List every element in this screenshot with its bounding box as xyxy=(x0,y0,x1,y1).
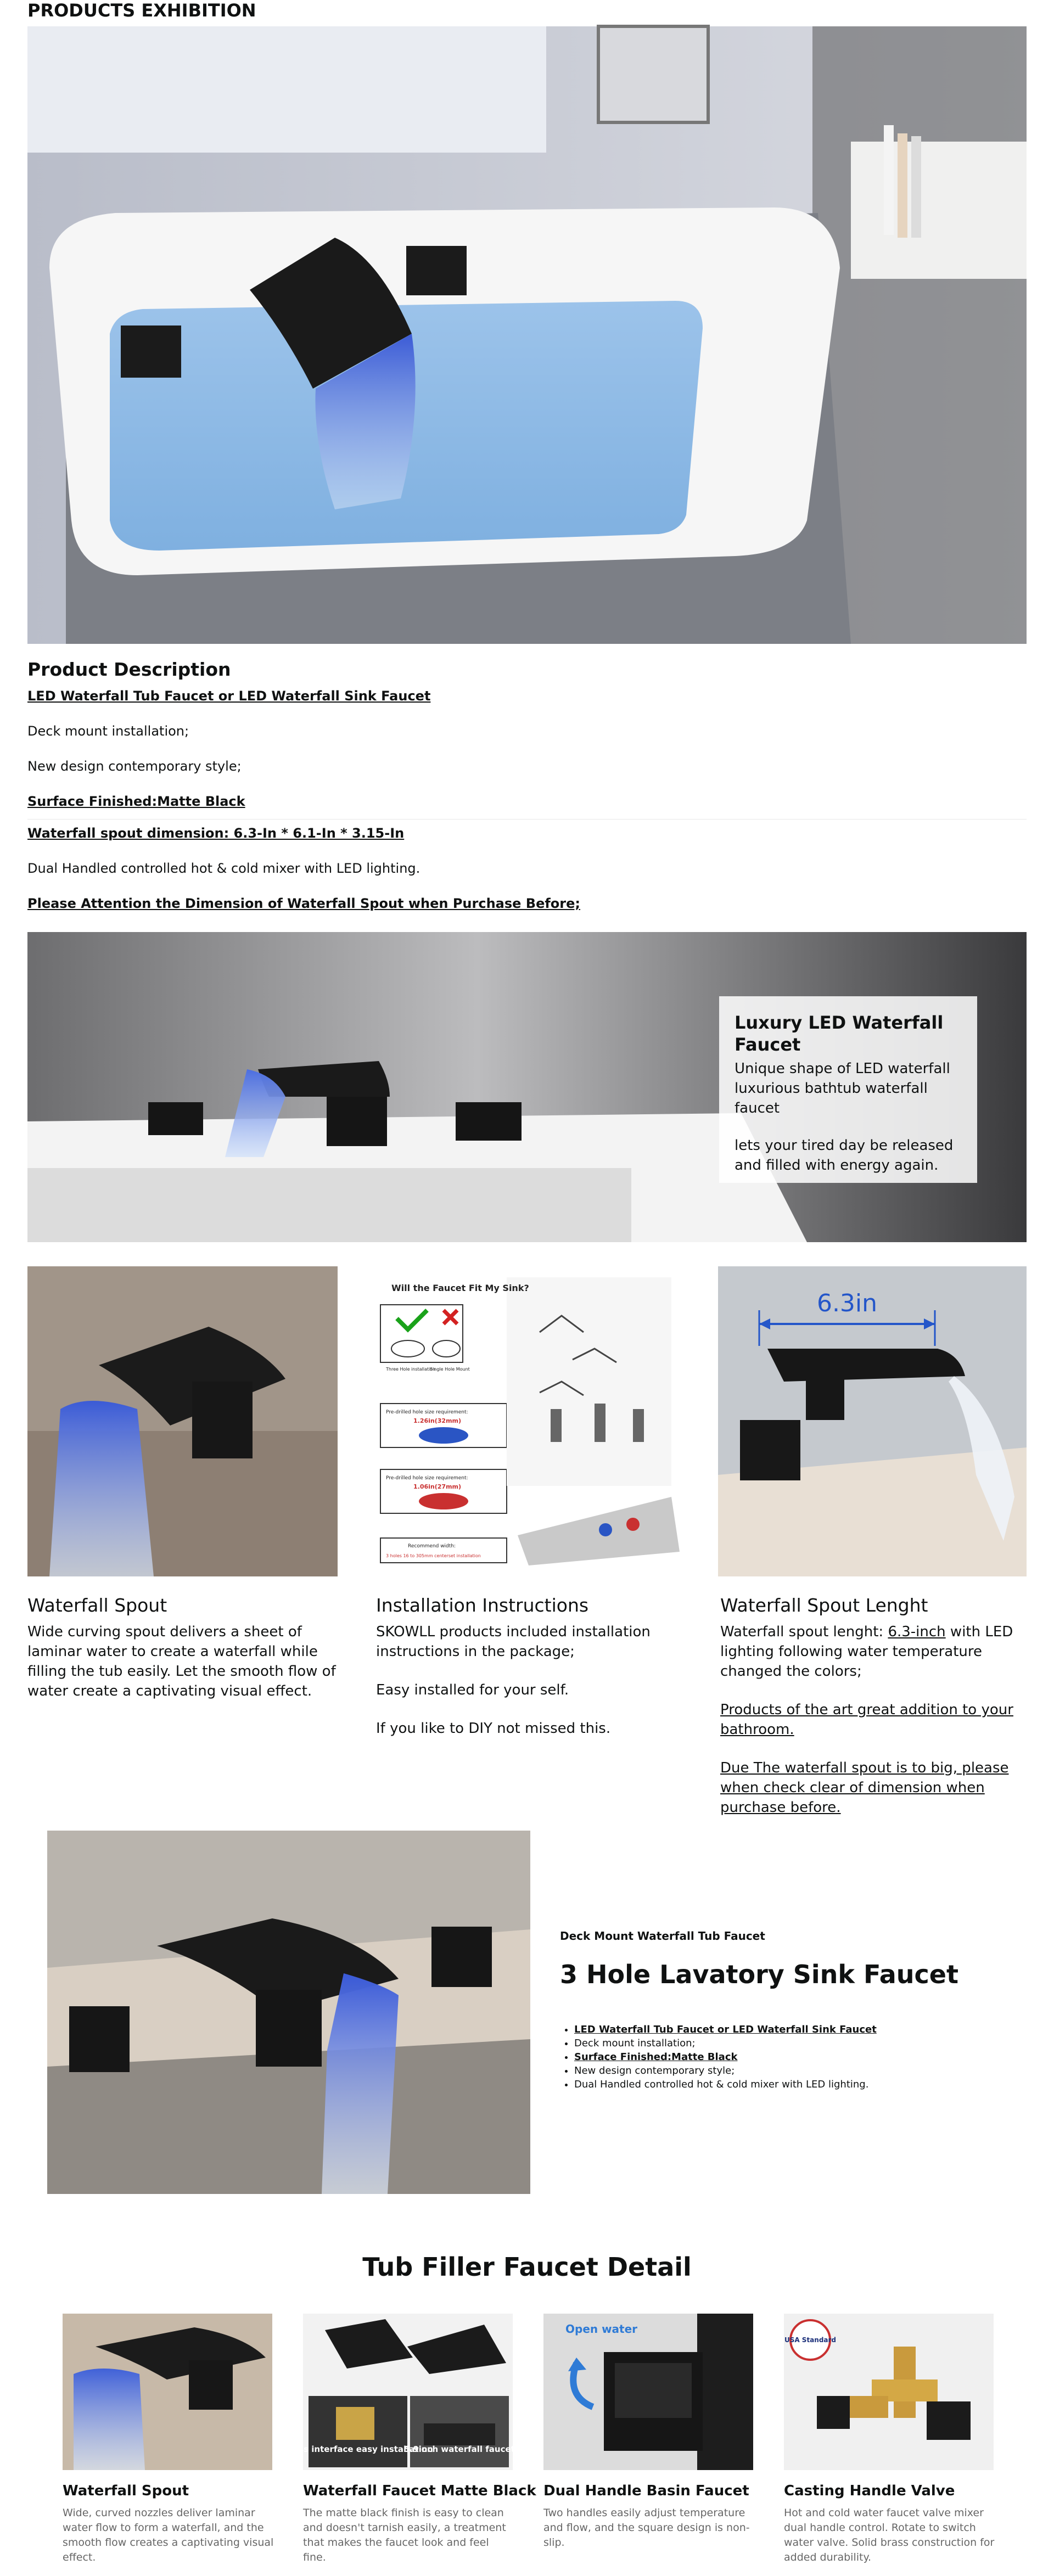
deck-feature-item: • Deck mount installation; xyxy=(574,2036,1013,2050)
detail-card-image xyxy=(63,2314,272,2470)
deck-feature-list xyxy=(561,2023,1013,2091)
spout-length-link[interactable]: 6.3-inch xyxy=(888,1624,946,1640)
column-paragraph: Easy installed for your self. xyxy=(376,1682,569,1698)
description-line: Waterfall spout dimension: 6.3-In * 6.1-In * 3.15-In xyxy=(27,826,405,841)
detail-card-title: Waterfall Spout xyxy=(63,2483,189,2499)
diagram-requirement: Pre-drilled hole size requirement: xyxy=(386,1410,468,1415)
diagram-question: Will the Faucet Fit My Sink? xyxy=(391,1283,529,1293)
installation-diagram xyxy=(375,1266,682,1576)
column-text xyxy=(720,1622,1028,1817)
deck-mount-photo xyxy=(47,1831,530,2194)
detail-title: Tub Filler Faucet Detail xyxy=(362,2252,692,2282)
detail-image-label: 5.9inch waterfall faucet xyxy=(404,2444,515,2454)
column-paragraph xyxy=(720,1622,1028,1681)
usa-standard-badge: USA Standard xyxy=(784,2336,837,2344)
deck-subtitle: Deck Mount Waterfall Tub Faucet xyxy=(560,1929,765,1943)
column-text xyxy=(376,1622,683,1738)
hero-product-photo xyxy=(27,26,1027,644)
description-line: Dual Handled controlled hot & cold mixer with LED lighting. xyxy=(27,861,421,876)
column-installation xyxy=(376,1595,683,1757)
detail-card-title: Waterfall Faucet Matte Black xyxy=(303,2483,536,2499)
detail-card-image xyxy=(283,2314,515,2470)
spout-dimension-label: 6.3in xyxy=(816,1289,878,1317)
column-spout-length xyxy=(720,1595,1028,1836)
page-heading: PRODUCTS EXHIBITION xyxy=(27,0,256,21)
luxury-title: Luxury LED Waterfall Faucet xyxy=(735,1012,944,1055)
description-title: Product Description xyxy=(27,659,231,680)
column-waterfall-spout xyxy=(27,1595,340,1720)
detail-image-label: Open water xyxy=(565,2322,638,2336)
detail-card-image xyxy=(784,2314,994,2470)
column-paragraph: Due The waterfall spout is to big, please when check clear of dimension when purchase before. xyxy=(720,1760,1009,1816)
diagram-requirement-value: 1.06in(27mm) xyxy=(413,1483,462,1490)
luxury-text: lets your tired day be released and filled with energy again. xyxy=(735,1137,954,1174)
column-title: Waterfall Spout Lenght xyxy=(720,1595,928,1616)
diagram-option: Three Hole installation xyxy=(386,1367,436,1372)
deck-title: 3 Hole Lavatory Sink Faucet xyxy=(560,1960,958,1989)
description-line: Deck mount installation; xyxy=(27,723,189,739)
diagram-requirement-value: 1.26in(32mm) xyxy=(413,1417,462,1424)
diagram-requirement: Pre-drilled hole size requirement: xyxy=(386,1475,468,1481)
spout-length-text: with LED lighting following water temperature changed the colors; xyxy=(720,1624,1013,1680)
diagram-recommend-value: 3 holes 16 to 305mm centerset installation xyxy=(386,1553,481,1558)
deck-feature-item: • Surface Finished:Matte Black xyxy=(574,2050,1013,2064)
detail-card-text: Wide, curved nozzles deliver laminar water flow to form a waterfall, and the smooth flow creates a captivating visual effect. xyxy=(63,2507,274,2563)
spout-length-text: Waterfall spout lenght: xyxy=(720,1624,888,1640)
divider xyxy=(27,819,1027,820)
detail-card-text: The matte black finish is easy to clean and doesn't tarnish easily, a treatment that makes the faucet look and feel fine. xyxy=(303,2507,506,2563)
description-line: LED Waterfall Tub Faucet or LED Waterfall Sink Faucet xyxy=(27,688,431,704)
spout-length-photo xyxy=(718,1266,1027,1576)
detail-card-text: Two handles easily adjust temperature and flow, and the square design is non-slip. xyxy=(543,2507,750,2549)
spout-closeup-photo xyxy=(27,1266,338,1576)
luxury-info-card xyxy=(719,996,977,1183)
column-paragraph: Wide curving spout delivers a sheet of laminar water to create a waterfall while filling the tub easily. Let the smooth flow of water create a captivating visual effect. xyxy=(27,1624,336,1699)
detail-card-title: Casting Handle Valve xyxy=(784,2483,955,2499)
description-line: Please Attention the Dimension of Waterfall Spout when Purchase Before; xyxy=(27,896,580,911)
luxury-text: Unique shape of LED waterfall luxurious bathtub waterfall faucet xyxy=(735,1060,950,1116)
deck-feature-item: • LED Waterfall Tub Faucet or LED Waterfall Sink Faucet xyxy=(574,2023,1013,2036)
detail-card-text: Hot and cold water faucet valve mixer dual handle control. Rotate to switch water valve. Solid brass construction for added durability. xyxy=(784,2507,995,2563)
deck-feature-item: • Dual Handled controlled hot & cold mixer with LED lighting. xyxy=(574,2078,1013,2091)
deck-feature-item: • New design contemporary style; xyxy=(574,2064,1013,2078)
column-title: Installation Instructions xyxy=(376,1595,589,1616)
column-paragraph: Products of the art great addition to your bathroom. xyxy=(720,1702,1013,1738)
diagram-option: Single Hole Mount xyxy=(430,1367,470,1372)
detail-image-label: Brass interface easy installation xyxy=(283,2444,433,2454)
detail-card-title: Dual Handle Basin Faucet xyxy=(543,2483,749,2499)
column-paragraph: If you like to DIY not missed this. xyxy=(376,1720,611,1737)
detail-card-image xyxy=(543,2314,753,2470)
diagram-recommend: Recommend width: xyxy=(408,1544,456,1549)
column-text xyxy=(27,1622,340,1701)
column-title: Waterfall Spout xyxy=(27,1595,167,1616)
product-description xyxy=(27,659,1027,930)
description-line: Surface Finished:Matte Black xyxy=(27,794,245,809)
description-line: New design contemporary style; xyxy=(27,759,242,774)
column-paragraph: SKOWLL products included installation instructions in the package; xyxy=(376,1624,651,1660)
